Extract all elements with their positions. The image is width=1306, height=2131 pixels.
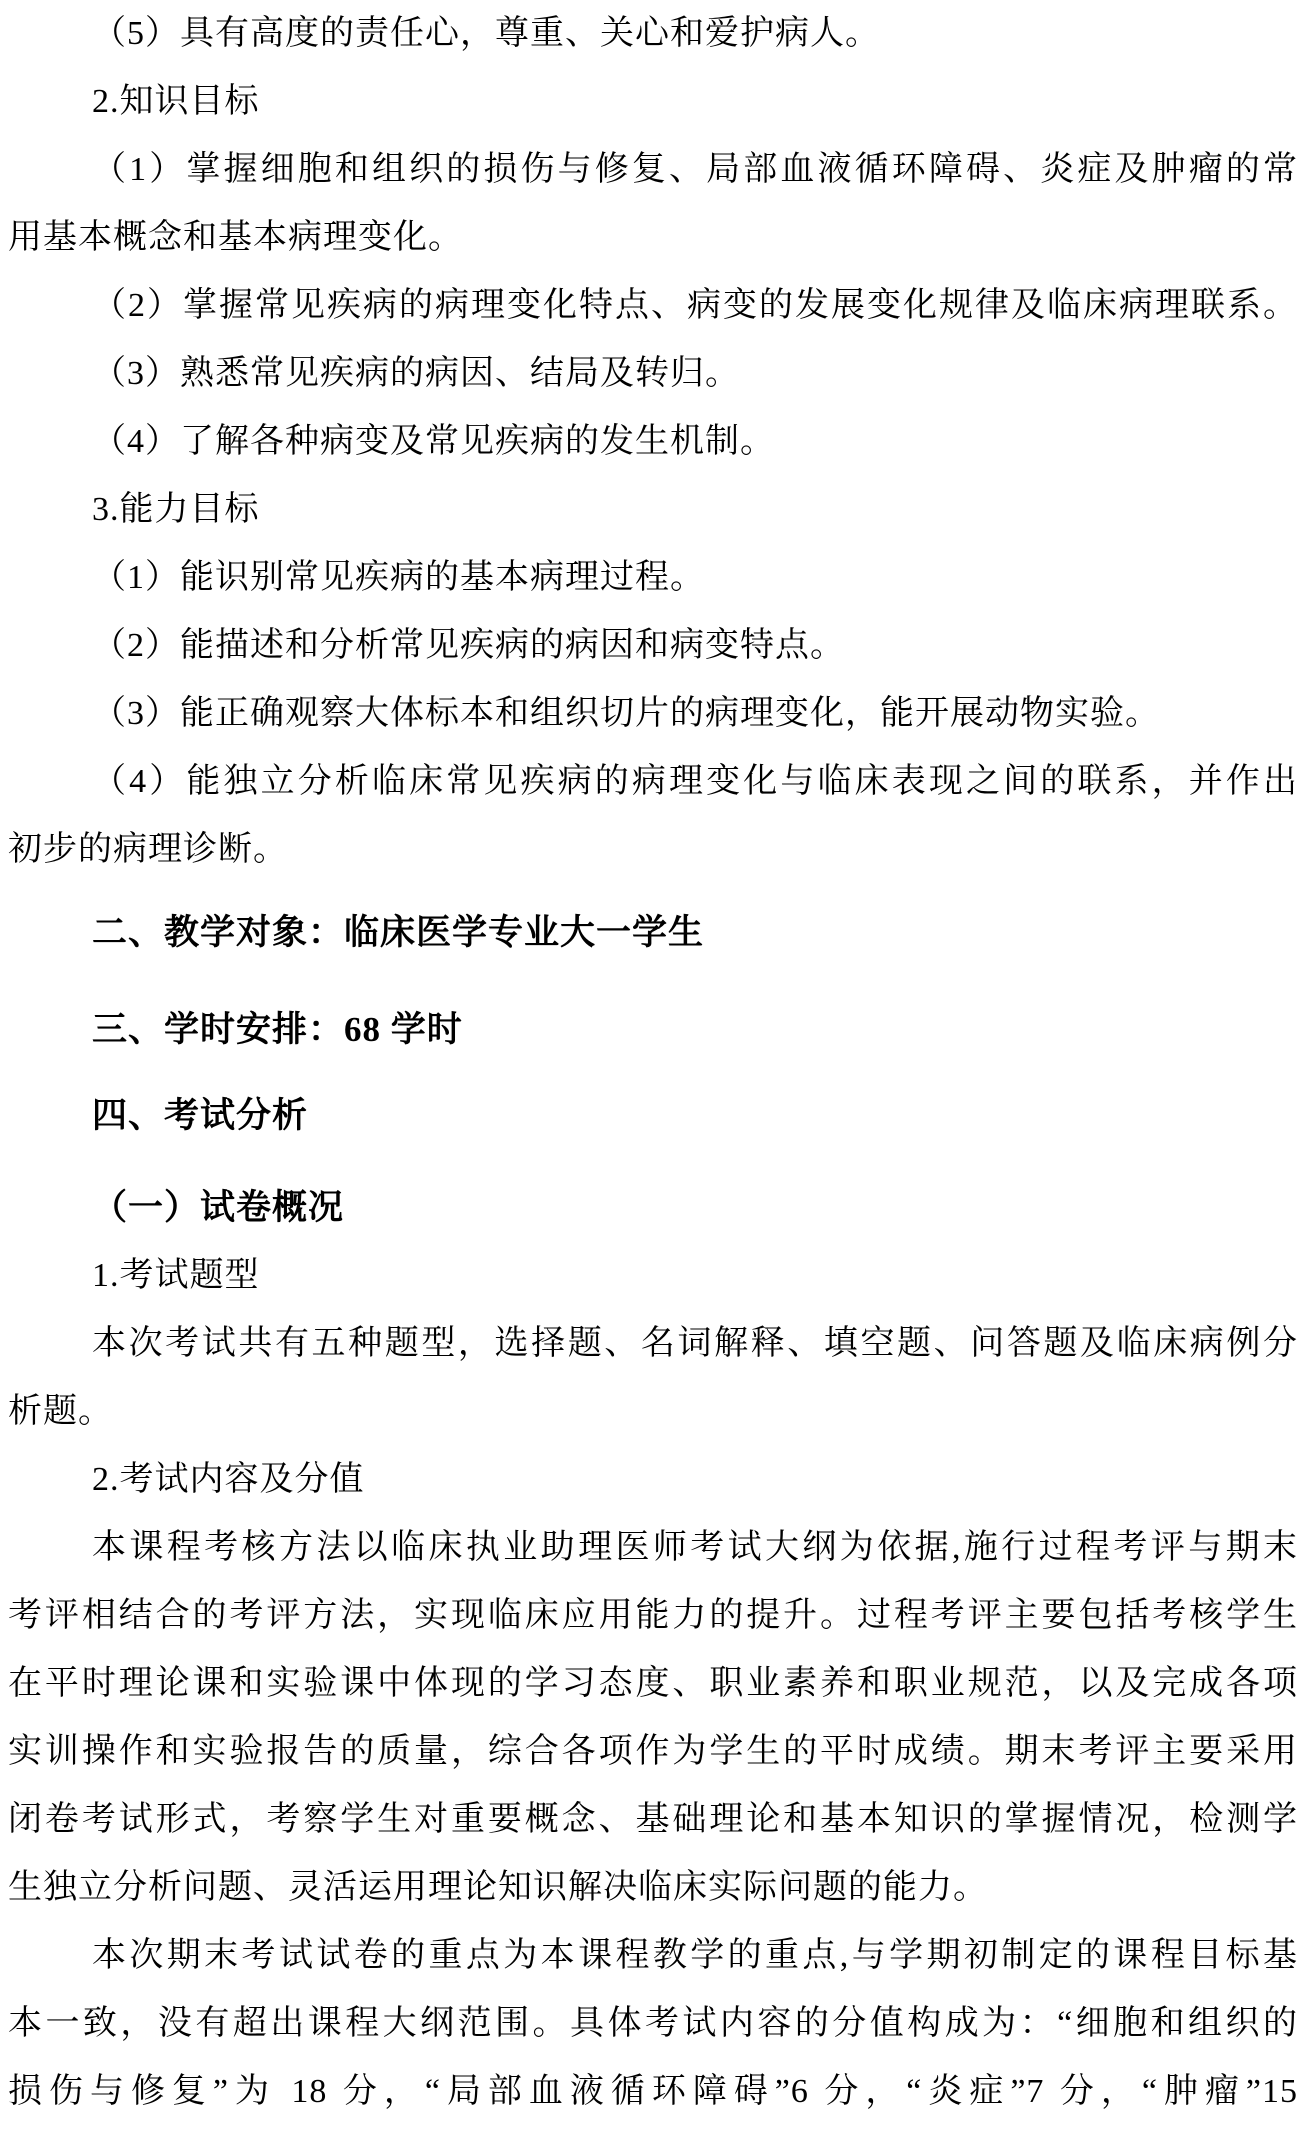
heading-knowledge-goals: 2.知识目标 <box>92 83 260 120</box>
heading-exam-content-scores: 2.考试内容及分值 <box>92 1461 365 1498</box>
line-knowledge-goal-1: （1）掌握细胞和组织的损伤与修复、局部血液循环障碍、炎症及肿瘤的常 <box>92 151 1298 188</box>
line-exam-focus-2: 本一致，没有超出课程大纲范围。具体考试内容的分值构成为：“细胞和组织的 <box>8 2005 1298 2042</box>
line-knowledge-goal-1-cont: 用基本概念和基本病理变化。 <box>8 219 463 256</box>
line-ability-goal-4: （4）能独立分析临床常见疾病的病理变化与临床表现之间的联系，并作出 <box>92 763 1298 800</box>
line-question-types-cont: 析题。 <box>8 1393 113 1430</box>
line-assessment-method-5: 闭卷考试形式，考察学生对重要概念、基础理论和基本知识的掌握情况，检测学 <box>8 1801 1298 1838</box>
line-affective-goal-5: （5）具有高度的责任心，尊重、关心和爱护病人。 <box>92 15 880 52</box>
line-assessment-method-1: 本课程考核方法以临床执业助理医师考试大纲为依据,施行过程考评与期末 <box>92 1529 1298 1566</box>
line-ability-goal-4-cont: 初步的病理诊断。 <box>8 831 288 868</box>
heading-question-types: 1.考试题型 <box>92 1257 260 1294</box>
heading-class-hours: 三、学时安排：68 学时 <box>92 1010 463 1049</box>
line-assessment-method-4: 实训操作和实验报告的质量，综合各项作为学生的平时成绩。期末考评主要采用 <box>8 1733 1298 1770</box>
line-knowledge-goal-3: （3）熟悉常见疾病的病因、结局及转归。 <box>92 355 740 392</box>
heading-paper-overview: （一）试卷概况 <box>92 1188 345 1227</box>
line-assessment-method-2: 考评相结合的考评方法，实现临床应用能力的提升。过程考评主要包括考核学生 <box>8 1597 1298 1634</box>
line-ability-goal-1: （1）能识别常见疾病的基本病理过程。 <box>92 559 705 596</box>
line-question-types: 本次考试共有五种题型，选择题、名词解释、填空题、问答题及临床病例分 <box>92 1325 1298 1362</box>
line-assessment-method-3: 在平时理论课和实验课中体现的学习态度、职业素养和职业规范，以及完成各项 <box>8 1665 1298 1702</box>
heading-exam-analysis: 四、考试分析 <box>92 1096 309 1135</box>
line-knowledge-goal-2: （2）掌握常见疾病的病理变化特点、病变的发展变化规律及临床病理联系。 <box>92 287 1298 324</box>
heading-ability-goals: 3.能力目标 <box>92 491 260 528</box>
line-ability-goal-3: （3）能正确观察大体标本和组织切片的病理变化，能开展动物实验。 <box>92 695 1160 732</box>
line-ability-goal-2: （2）能描述和分析常见疾病的病因和病变特点。 <box>92 627 845 664</box>
heading-teaching-target: 二、教学对象：临床医学专业大一学生 <box>92 913 705 952</box>
line-exam-focus-3: 损伤与修复”为 18 分，“局部血液循环障碍”6 分，“炎症”7 分，“肿瘤”15 <box>8 2073 1298 2110</box>
line-exam-focus-1: 本次期末考试试卷的重点为本课程教学的重点,与学期初制定的课程目标基 <box>92 1937 1298 1974</box>
line-assessment-method-6: 生独立分析问题、灵活运用理论知识解决临床实际问题的能力。 <box>8 1869 988 1906</box>
line-knowledge-goal-4: （4）了解各种病变及常见疾病的发生机制。 <box>92 423 775 460</box>
